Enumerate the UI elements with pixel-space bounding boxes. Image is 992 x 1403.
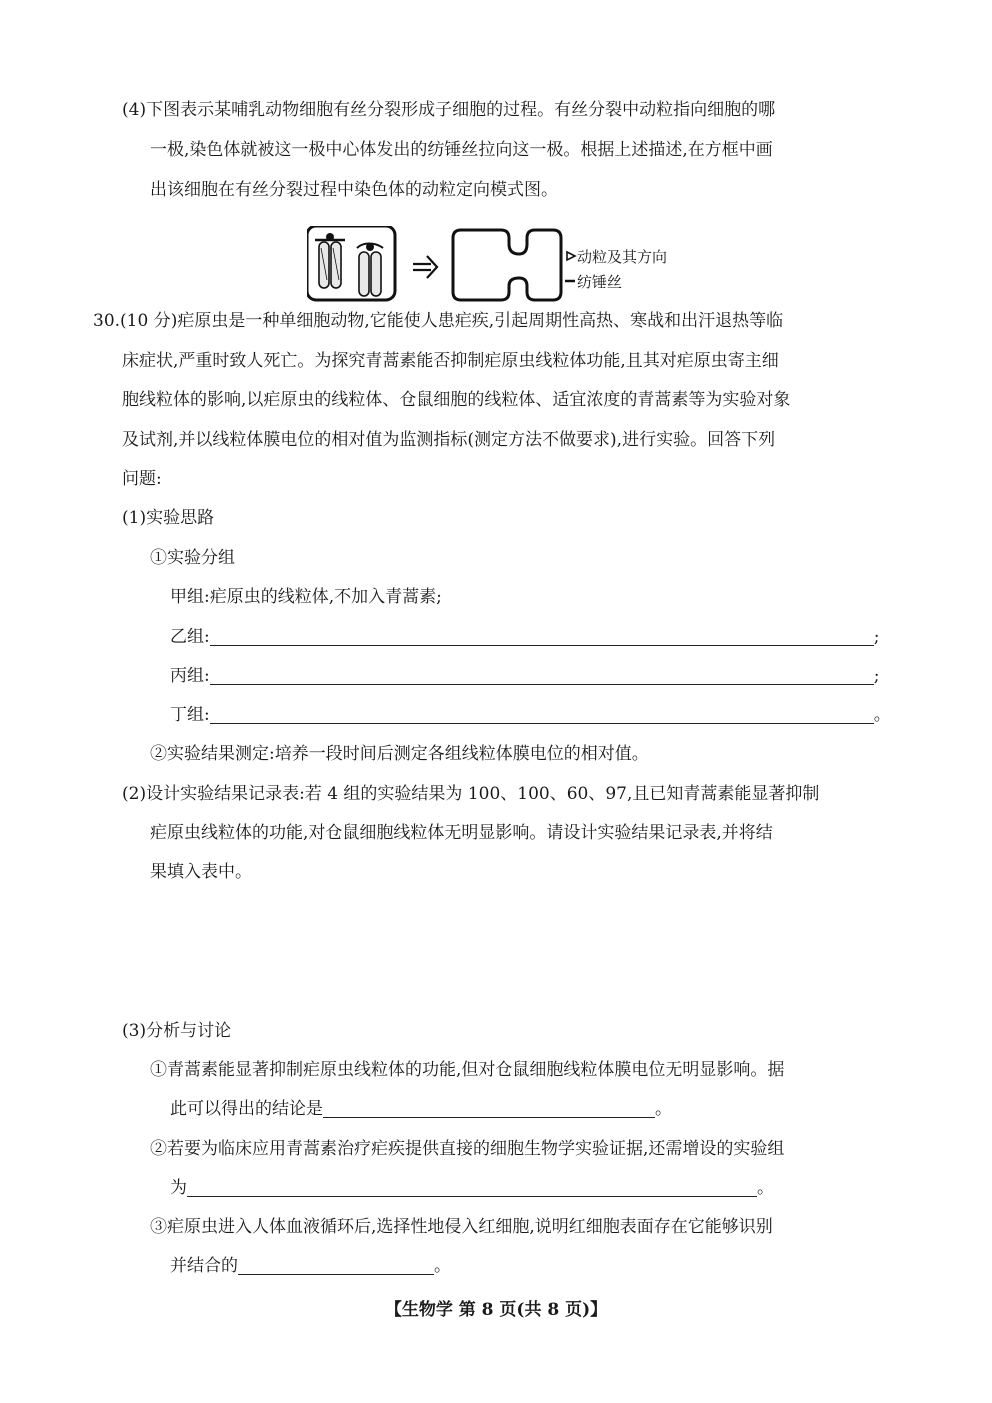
kinetochore-dot-1 <box>326 233 334 241</box>
group-b-answer-blank[interactable] <box>210 627 874 646</box>
q30-p3-2a: ②若要为临床应用青蒿素治疗疟疾提供直接的细胞生物学实验证据,还需增设的实验组 <box>150 1139 785 1159</box>
chromosome-pair-1 <box>319 242 341 288</box>
q29-4-line2: 一极,染色体就被这一极中心体发出的纺锤丝拉向这一极。根据上述描述,在方框中画 <box>150 140 773 160</box>
result-measure-text: ②实验结果测定:培养一段时间后测定各组线粒体膜电位的相对值。 <box>150 744 649 764</box>
q29-4-line3: 出该细胞在有丝分裂过程中染色体的动粒定向模式图。 <box>150 180 558 200</box>
q30-line2: 床症状,严重时致人死亡。为探究青蒿素能否抑制疟原虫线粒体功能,且其对疟原虫寄主细 <box>122 351 779 371</box>
group-d-end: 。 <box>873 705 891 725</box>
q30-line3: 胞线粒体的影响,以疟原虫的线粒体、仓鼠细胞的线粒体、适宜浓度的青蒿素等为实验对象 <box>122 390 791 410</box>
q30-line4: 及试剂,并以线粒体膜电位的相对值为监测指标(测定方法不做要求),进行实验。回答下列 <box>122 430 776 450</box>
q30-p3-2b-row <box>170 1177 774 1199</box>
q30-p2-line3: 果填入表中。 <box>150 862 252 882</box>
extra-group-answer-blank[interactable] <box>187 1178 757 1197</box>
q30-line5: 问题: <box>122 469 162 489</box>
kinetochore-dot-2 <box>366 243 374 251</box>
group-d-label: 丁组: <box>170 705 210 725</box>
group-d-answer-blank[interactable] <box>210 705 874 724</box>
q30-p3-1b-row <box>170 1098 672 1120</box>
q30-p3-3b-row <box>170 1255 451 1277</box>
q29-4-line1: (4)下图表示某哺乳动物细胞有丝分裂形成子细胞的过程。有丝分裂中动粒指向细胞的哪 <box>122 100 776 120</box>
q30-p2-line2: 疟原虫线粒体的功能,对仓鼠细胞线粒体无明显影响。请设计实验结果记录表,并将结 <box>150 823 773 843</box>
q30-p3-3a: ③疟原虫进入人体血液循环后,选择性地侵入红细胞,说明红细胞表面存在它能够识别 <box>150 1217 773 1237</box>
legend-kinetochore-label: 动粒及其方向 <box>577 248 668 266</box>
group-c-label: 丙组: <box>170 666 210 686</box>
experiment-idea-title: (1)实验思路 <box>122 508 215 528</box>
arrow-icon <box>413 256 437 278</box>
group-d-row <box>170 704 891 726</box>
q30-p3-3b-text: 并结合的 <box>170 1256 238 1276</box>
analysis-title: (3)分析与讨论 <box>122 1021 232 1041</box>
q30-p3-3b-end: 。 <box>434 1256 451 1276</box>
chromosome-pair-2 <box>359 252 381 296</box>
q30-p3-2b-text: 为 <box>170 1178 187 1198</box>
group-a-text: 甲组:疟原虫的线粒体,不加入青蒿素; <box>170 587 442 607</box>
q30-p3-1a: ①青蒿素能显著抑制疟原虫线粒体的功能,但对仓鼠细胞线粒体膜电位无明显影响。据 <box>150 1060 785 1080</box>
grouping-subtitle: ①实验分组 <box>150 548 235 568</box>
page-footer: 【生物学 第 8 页(共 8 页)】 <box>384 1300 608 1320</box>
group-c-answer-blank[interactable] <box>210 666 874 685</box>
answer-frame-dividing-cell <box>453 230 561 300</box>
group-b-end: ; <box>873 627 880 647</box>
mitosis-figure <box>307 226 687 306</box>
q30-line1: 30.(10 分)疟原虫是一种单细胞动物,它能使人患疟疾,引起周期性高热、寒战和出汗退热等临 <box>93 311 784 331</box>
group-b-label: 乙组: <box>170 627 210 647</box>
group-b-row <box>170 626 879 648</box>
group-c-row <box>170 665 879 687</box>
group-c-end: ; <box>873 666 880 686</box>
q30-p3-2b-end: 。 <box>757 1178 774 1198</box>
receptor-answer-blank[interactable] <box>238 1256 434 1275</box>
q30-p3-1b-text: 此可以得出的结论是 <box>170 1099 323 1119</box>
kinetochore-legend-icon <box>567 252 575 260</box>
q30-p2-line1: (2)设计实验结果记录表:若 4 组的实验结果为 100、100、60、97,且已知青蒿素能显著抑制 <box>122 784 820 804</box>
legend-spindle-label: 纺锤丝 <box>577 273 623 291</box>
q30-p3-1b-end: 。 <box>655 1099 672 1119</box>
conclusion-answer-blank[interactable] <box>323 1099 655 1118</box>
